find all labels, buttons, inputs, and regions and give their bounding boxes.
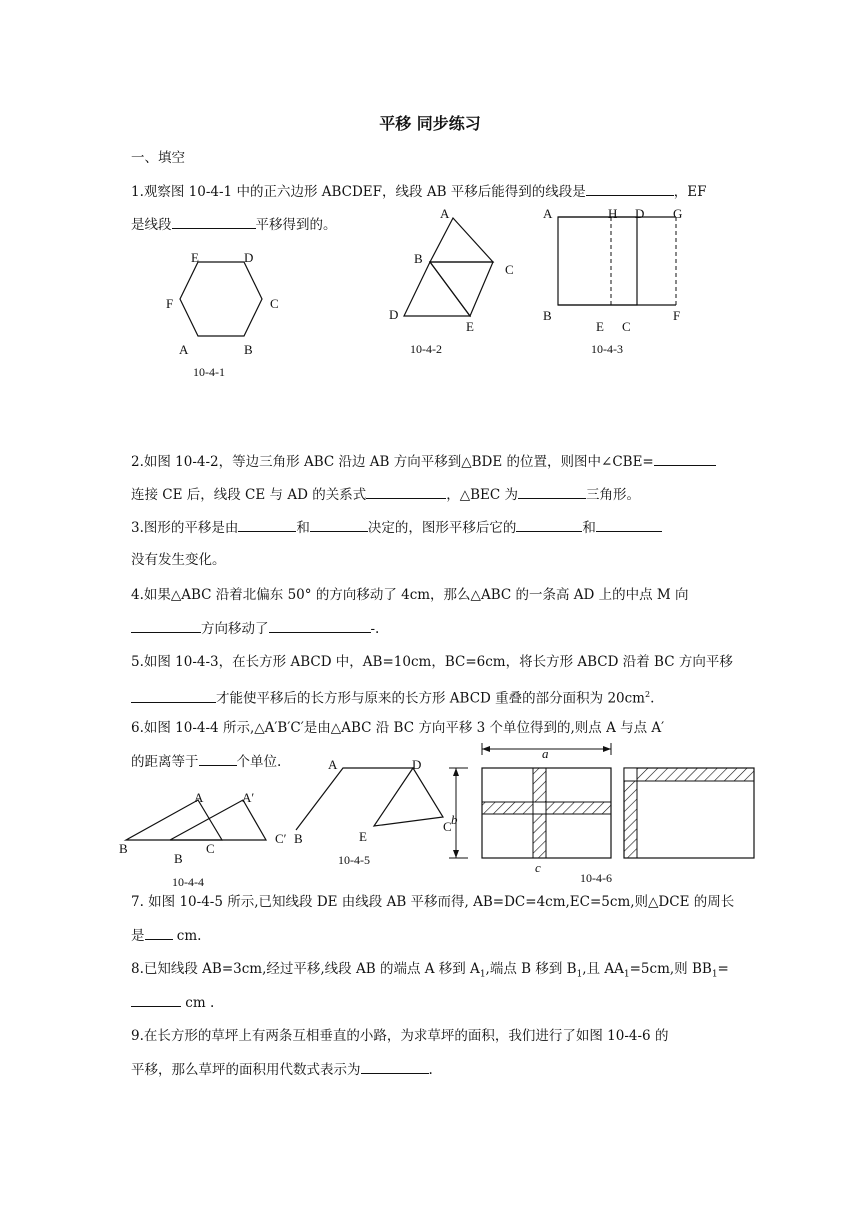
answer-blank[interactable]	[366, 484, 446, 499]
fig4-label: A	[194, 790, 204, 805]
fig4-label: B	[119, 841, 128, 856]
question-2-line-1: 2.如图 10-4-2，等边三角形 ABC 沿边 AB 方向平移到△BDE 的位置，则图中∠CBE=	[131, 451, 716, 472]
answer-blank[interactable]	[145, 925, 173, 940]
fig2-label: E	[466, 319, 474, 334]
fig6-label: b	[451, 812, 458, 827]
question-5-line-1: 5.如图 10-4-3，在长方形 ABCD 中，AB=10cm，BC=6cm，将长方形 ABCD 沿着 BC 方向平移	[131, 654, 733, 670]
fig1-label: A	[179, 342, 189, 357]
fig1-caption: 10-4-1	[193, 365, 225, 379]
fig4-label: B	[174, 851, 183, 866]
question-8-line-2: cm .	[131, 992, 214, 1013]
fig1-label: B	[244, 342, 253, 357]
fig6-label: a	[542, 746, 549, 761]
fig4-label: A′	[242, 790, 255, 805]
fig6-label: c	[535, 860, 541, 875]
fig2-label: C	[505, 262, 514, 277]
fig2-label: B	[414, 251, 423, 266]
fig5-label: E	[359, 829, 367, 844]
answer-blank[interactable]	[310, 517, 368, 532]
question-4-line-2: 方向移动了 -.	[131, 618, 379, 639]
fig3-label: D	[635, 206, 645, 221]
question-1-line-1: 1.观察图 10-4-1 中的正六边形 ABCDEF，线段 AB 平移后能得到的线段是 ，EF	[131, 181, 707, 202]
fig5-label: B	[294, 831, 303, 846]
fig3-label: G	[673, 206, 683, 221]
answer-blank[interactable]	[516, 517, 582, 532]
question-9-line-2: 平移，那么草坪的面积用代数式表示为 .	[131, 1059, 433, 1080]
fig1-label: D	[244, 250, 254, 265]
answer-blank[interactable]	[654, 451, 716, 466]
fig1-label: C	[270, 296, 279, 311]
fig6-caption: 10-4-6	[580, 871, 612, 885]
question-9-line-1: 9.在长方形的草坪上有两条互相垂直的小路，为求草坪的面积，我们进行了如图 10-4-6 的	[131, 1028, 669, 1044]
fig2-label: A	[440, 206, 450, 221]
fig3-label: F	[673, 308, 681, 323]
answer-blank[interactable]	[596, 517, 662, 532]
page-title: 平移 同步练习	[379, 114, 481, 133]
question-7-line-1: 7. 如图 10-4-5 所示,已知线段 DE 由线段 AB 平移而得, AB=DC=4cm,EC=5cm,则△DCE 的周长	[131, 894, 735, 910]
fig5-caption: 10-4-5	[338, 853, 370, 867]
fig3-caption: 10-4-3	[591, 342, 623, 356]
fig4-label: C	[206, 841, 215, 856]
question-6-line-2: 的距离等于 个单位.	[131, 751, 281, 772]
fig2-caption: 10-4-2	[410, 342, 442, 356]
fig3-label: B	[543, 308, 552, 323]
question-6-line-1: 6.如图 10-4-4 所示,△A′B′C′是由△ABC 沿 BC 方向平移 3 个单位得到的,则点 A 与点 A′	[131, 720, 665, 736]
fig3-label: C	[622, 319, 631, 334]
answer-blank[interactable]	[131, 618, 201, 633]
fig5-label: A	[328, 757, 338, 772]
answer-blank[interactable]	[238, 517, 296, 532]
fig3-label: H	[608, 206, 618, 221]
answer-blank[interactable]	[199, 751, 237, 766]
answer-blank[interactable]	[131, 688, 216, 703]
answer-blank[interactable]	[269, 618, 371, 633]
fig4-label: C′	[275, 831, 287, 846]
question-3-line-1: 3.图形的平移是由 和 决定的，图形平移后它的 和	[131, 517, 662, 538]
question-8-line-1: 8.已知线段 AB=3cm,经过平移,线段 AB 的端点 A 移到 $A_1$,端点 B 移到 $B_1$,且 $AA_1=5cm$,则 $BB_1=$	[131, 961, 729, 980]
answer-blank[interactable]	[172, 214, 256, 229]
answer-blank[interactable]	[586, 181, 674, 196]
fig5-label: C	[443, 819, 452, 834]
fig1-label: F	[166, 296, 174, 311]
fig2-label: D	[389, 307, 399, 322]
question-2-line-2: 连接 CE 后，线段 CE 与 AD 的关系式 ，△BEC 为 三角形。	[131, 484, 640, 505]
fig1-label: E	[191, 250, 199, 265]
question-1-line-2: 是线段 平移得到的。	[131, 214, 337, 235]
question-4-line-1: 4.如果△ABC 沿着北偏东 50° 的方向移动了 4cm，那么△ABC 的一条高 AD 上的中点 M 向	[131, 587, 689, 603]
answer-blank[interactable]	[131, 992, 181, 1007]
figure-lawn-paths	[0, 0, 1, 1]
fig4-caption: 10-4-4	[172, 875, 204, 889]
fig3-label: E	[596, 319, 604, 334]
answer-blank[interactable]	[518, 484, 586, 499]
fig5-label: D	[412, 757, 422, 772]
fig3-label: A	[543, 206, 553, 221]
section-heading: 一、填空	[131, 150, 185, 166]
question-3-line-2: 没有发生变化。	[131, 552, 226, 568]
answer-blank[interactable]	[361, 1059, 429, 1074]
question-5-line-2: 才能使平移后的长方形与原来的长方形 ABCD 重叠的部分面积为 $20cm^2$.	[131, 685, 654, 709]
question-7-line-2: 是 cm.	[131, 925, 201, 946]
